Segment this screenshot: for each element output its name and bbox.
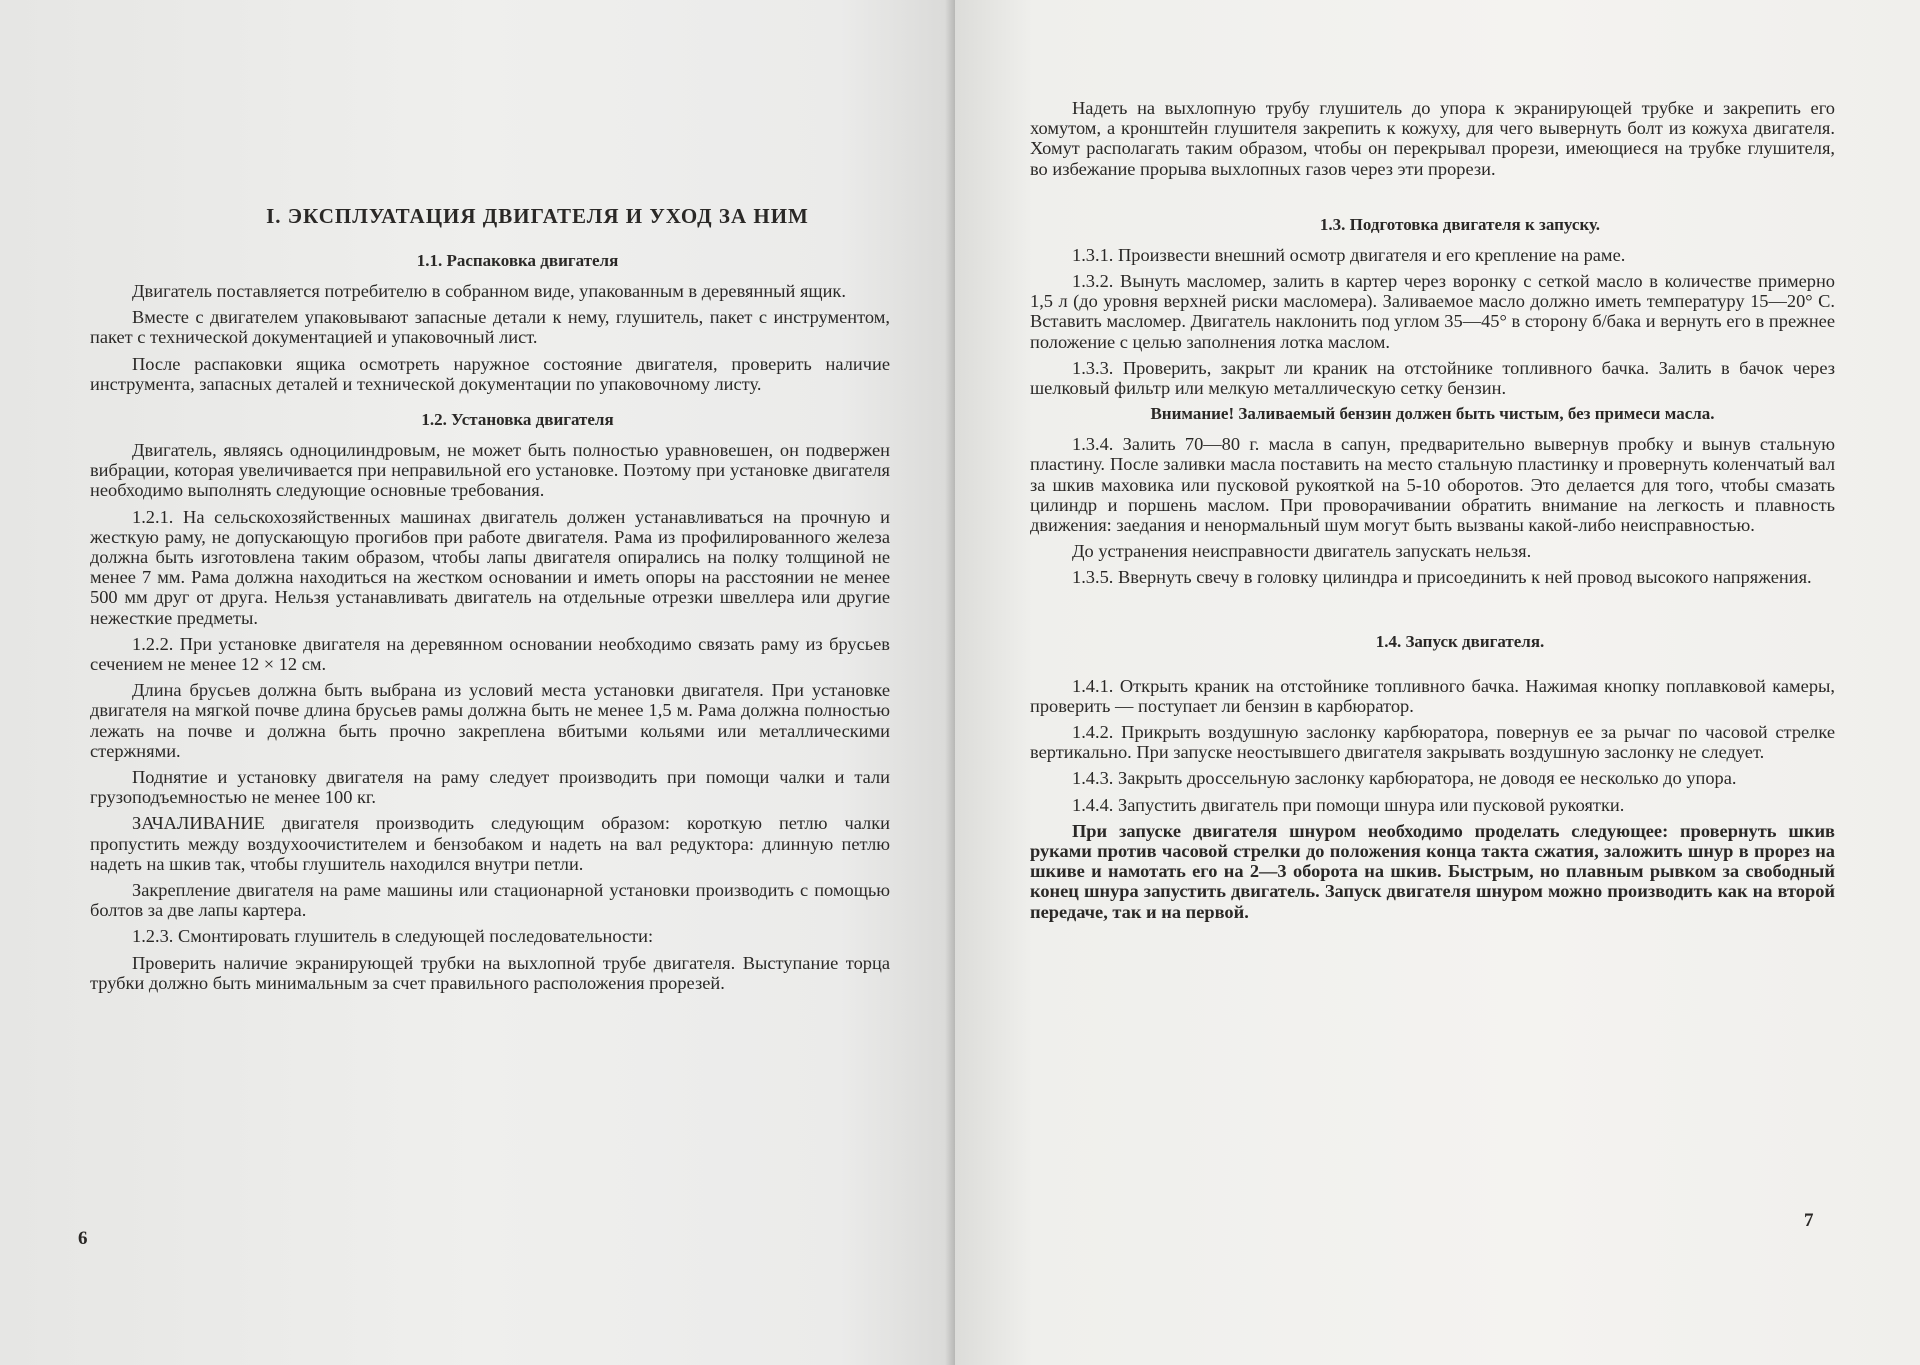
section-title-1-2: 1.2. Установка двигателя (421, 410, 614, 430)
right-page (955, 0, 1920, 1365)
paragraph: Закрепление двигателя на раме машины или стационарной установки производить с помощью болтов за две лапы картера. (90, 880, 890, 921)
paragraph: ЗАЧАЛИВАНИЕ двигателя производить следующим образом: короткую петлю чалки пропустить между воздухоочистителем и бензобаком и надеть на вал редуктора: длинную петлю надеть на шкив так, чтобы глушитель находился внутри петли. (90, 813, 890, 874)
paragraph: 1.3.4. Залить 70—80 г. масла в сапун, предварительно вывернув пробку и вынув стальную пластину. После заливки масла поставить на место стальную пластинку и провернуть коленчатый вал за шкив маховика или пусковой рукояткой на 5-10 оборотов. Это делается для того, чтобы смазать цилиндр и поршень маслом. При проворачивании обратить внимание на легкость и плавность движения: заедания и ненормальный шум могут быть вызваны какой-либо неисправностью. (1030, 434, 1835, 536)
paragraph: 1.4.4. Запустить двигатель при помощи шнура или пусковой рукоятки. (1072, 794, 1625, 815)
paragraph: 1.2.3. Смонтировать глушитель в следующей последовательности: (132, 926, 654, 947)
paragraph: 1.3.5. Ввернуть свечу в головку цилиндра и присоединить к ней провод высокого напряжения. (1072, 567, 1812, 588)
paragraph: Двигатель поставляется потребителю в собранном виде, упакованным в деревянный ящик. (132, 281, 846, 301)
paragraph: 1.2.2. При установке двигателя на деревянном основании необходимо связать раму из брусьев сечением не менее 12 × 12 см. (90, 633, 890, 675)
paragraph: 1.4.3. Закрыть дроссельную заслонку карбюратора, не доводя ее несколько до упора. (1072, 768, 1737, 789)
warning-note: Внимание! Заливаемый бензин должен быть чистым, без примеси масла. (1150, 404, 1715, 424)
page-number-right: 7 (1804, 1210, 1814, 1231)
paragraph: До устранения неисправности двигатель запускать нельзя. (1072, 541, 1532, 562)
paragraph: Длина брусьев должна быть выбрана из условий места установки двигателя. При установке двигателя на мягкой почве длина брусьев рамы должна быть не менее 1,5 м. Рама должна полностью лежать на почве и должна быть прочно закреплена вбитыми кольями или металлическими стержнями. (90, 680, 890, 761)
section-title-1-3: 1.3. Подготовка двигателя к запуску. (1319, 214, 1601, 234)
paragraph: 1.4.2. Прикрыть воздушную заслонку карбюратора, повернув ее за рычаг по часовой стрелке вертикально. При запуске неостывшего двигателя закрывать воздушную заслонку не следует. (1030, 722, 1835, 763)
paragraph: 1.3.2. Вынуть масломер, залить в картер через воронку с сеткой масло в количестве примерно 1,5 л (до уровня верхней риски масломера). Заливаемое масло должно иметь температуру 15—20° С. Вставить масломер. Двигатель наклонить под углом 35—45° в сторону б/бака и вернуть его в прежнее положение с целью заполнения лотка маслом. (1030, 271, 1835, 352)
section-title-1-4: 1.4. Запуск двигателя. (1375, 631, 1545, 651)
paragraph: Поднятие и установку двигателя на раму следует производить при помощи чалки и тали грузоподъемностью не менее 100 кг. (90, 767, 890, 808)
paragraph: 1.3.1. Произвести внешний осмотр двигателя и его крепление на раме. (1072, 244, 1626, 265)
paragraph: Надеть на выхлопную трубу глушитель до упора к экранирующей трубке и закрепить его хомутом, а кронштейн глушителя закрепить к кожуху, для чего вывернуть болт из кожуха двигателя. Хомут располагать таким образом, чтобы он перекрывал прорези, имеющиеся на трубке глушителя, во избежание прорыва выхлопных газов через эти прорези. (1030, 98, 1835, 179)
section-title-1-1: 1.1. Распаковка двигателя (416, 251, 619, 270)
chapter-title: I. ЭКСПЛУАТАЦИЯ ДВИГАТЕЛЯ И УХОД ЗА НИМ (266, 204, 809, 228)
paragraph: 1.3.3. Проверить, закрыт ли краник на отстойнике топливного бачка. Залить в бачок через шелковый фильтр или мелкую металлическую сетку бензин. (1030, 357, 1835, 399)
paragraph: После распаковки ящика осмотреть наружное состояние двигателя, проверить наличие инструмента, запасных деталей и технической документации по упаковочному листу. (90, 353, 890, 394)
left-page (0, 0, 955, 1365)
paragraph: 1.2.1. На сельскохозяйственных машинах двигатель должен устанавливаться на прочную и жесткую раму, не допускающую прогибов при работе двигателя. Рама из профилированного железа должна быть изготовлена таким образом, чтобы лапы двигателя опирались на полку толщиной не менее 7 мм. Рама должна находиться на жестком основании и иметь опоры на расстоянии не менее 500 мм друг от друга. Нельзя устанавливать двигатель на отдельные отрезки швеллера или другие нежесткие предметы. (90, 506, 890, 628)
paragraph: Проверить наличие экранирующей трубки на выхлопной трубе двигателя. Выступание торца трубки должно быть минимальным за счет правильного расположения прорезей. (90, 952, 890, 993)
paragraph: 1.4.1. Открыть краник на отстойнике топливного бачка. Нажимая кнопку поплавковой камеры, проверить — поступает ли бензин в карбюратор. (1030, 675, 1835, 716)
paragraph: Вместе с двигателем упаковывают запасные детали к нему, глушитель, пакет с инструментом, пакет с технической документацией и упаковочный лист. (90, 307, 890, 348)
paragraph: При запуске двигателя шнуром необходимо проделать следующее: провернуть шкив руками против часовой стрелки до положения конца такта сжатия, заложить шнур в прорез на шкиве и намотать его на 2—3 оборота на шкив. Быстрым, но плавным рывком за свободный конец шнура запустить двигатель. Запуск двигателя шнуром можно производить как на второй передаче, так и на первой. (1030, 820, 1835, 922)
paragraph: Двигатель, являясь одноцилиндровым, не может быть полностью уравновешен, он подвержен вибрации, которая увеличивается при неправильной его установке. Поэтому при установке двигателя необходимо выполнять следующие основные требования. (90, 440, 890, 501)
page-number-left: 6 (78, 1228, 88, 1249)
